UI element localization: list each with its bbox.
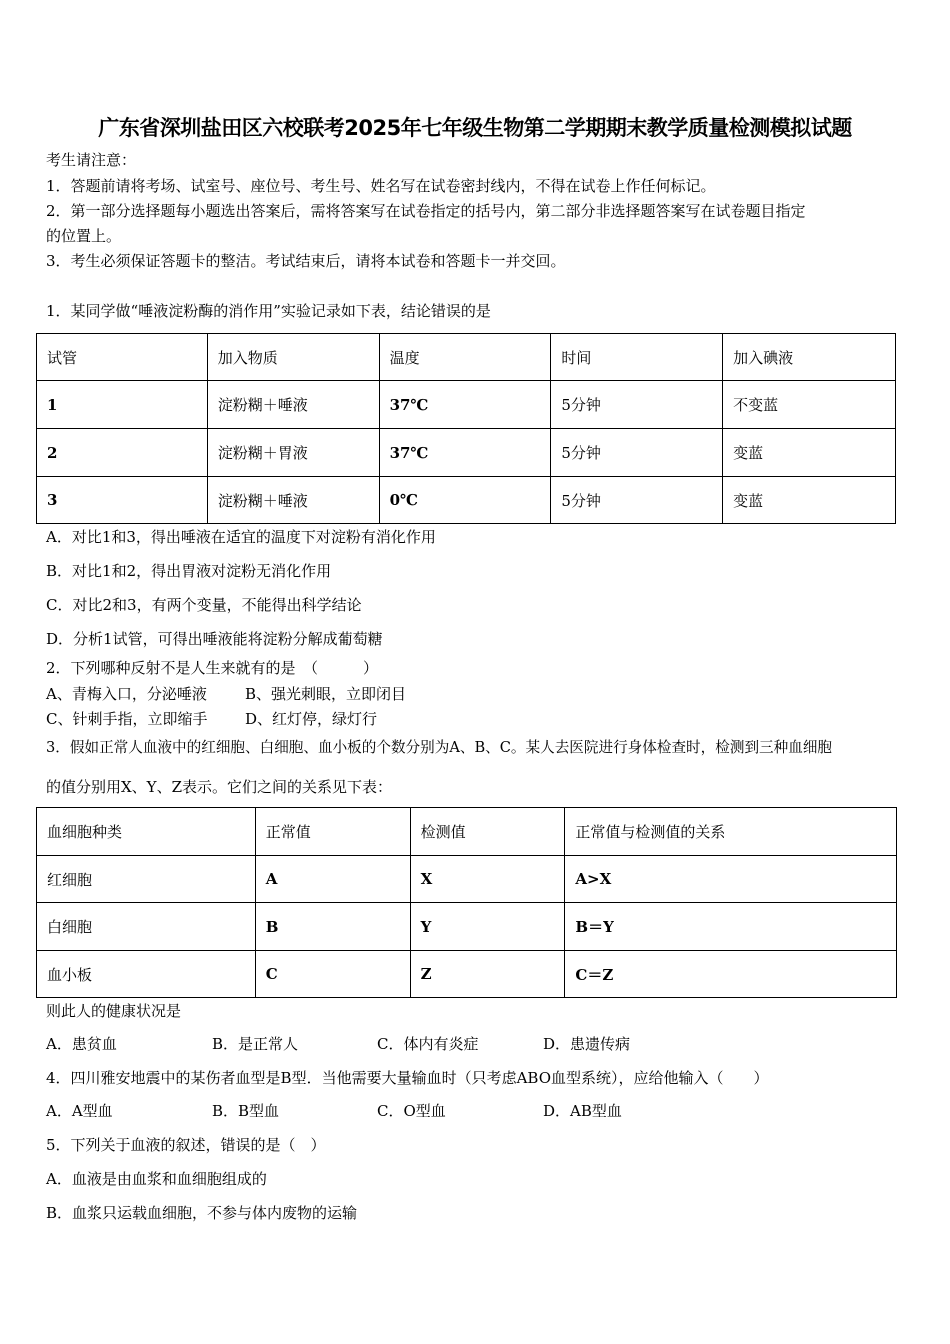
table-row [37, 951, 897, 998]
table-row [37, 856, 897, 903]
table-cell: 淀粉糊＋胃液 [207, 429, 379, 477]
table-cell: 0℃ [379, 477, 551, 524]
table-header: 正常值与检测值的关系 [565, 808, 897, 856]
option: C．O型血 [377, 1102, 446, 1120]
table-row [37, 903, 897, 951]
table-row [37, 381, 896, 429]
question-3-stem: 的值分别用X、Y、Z表示。它们之间的关系见下表： [46, 778, 393, 796]
question-2-stem: 2．下列哪种反射不是人生来就有的是 （ ） [46, 659, 379, 677]
table-cell: C＝Z [565, 951, 897, 998]
question-3-stem: 3．假如正常人血液中的红细胞、白细胞、血小板的个数分别为A、B、C。某人去医院进行身体检查时，检测到三种血细胞 [46, 739, 833, 756]
table-cell: 白细胞 [37, 903, 256, 951]
notice-heading: 考生请注意： [46, 151, 137, 169]
table-cell: Y [410, 903, 565, 951]
table-cell: 37℃ [379, 381, 551, 429]
question-3-table [36, 807, 897, 998]
table-cell: 3 [37, 477, 208, 524]
table-cell: 变蓝 [723, 429, 896, 477]
table-header: 血细胞种类 [37, 808, 256, 856]
option: C、针刺手指，立即缩手 [46, 710, 208, 728]
table-cell: 不变蓝 [723, 381, 896, 429]
option: C．体内有炎症 [377, 1035, 479, 1053]
table-cell: 淀粉糊＋唾液 [207, 381, 379, 429]
table-cell: 5分钟 [551, 477, 723, 524]
notice-item: 2．第一部分选择题每小题选出答案后，需将答案写在试卷指定的括号内，第二部分非选择题答案写在试卷题目指定 [46, 202, 806, 220]
table-cell: 37℃ [379, 429, 551, 477]
table-cell: 5分钟 [551, 429, 723, 477]
question-5-stem: 5．下列关于血液的叙述，错误的是（ ） [46, 1136, 326, 1154]
table-header-row [37, 808, 897, 856]
option: B．B型血 [212, 1102, 280, 1120]
question-3-question: 则此人的健康状况是 [46, 1002, 182, 1020]
question-1-table [36, 333, 896, 524]
table-cell: 5分钟 [551, 381, 723, 429]
notice-item: 1．答题前请将考场、试室号、座位号、考生号、姓名写在试卷密封线内，不得在试卷上作任何标记。 [46, 177, 716, 195]
table-cell: C [255, 951, 410, 998]
table-header: 时间 [551, 334, 723, 381]
option: B．对比1和2，得出胃液对淀粉无消化作用 [46, 562, 332, 580]
table-cell: 变蓝 [723, 477, 896, 524]
table-cell: Z [410, 951, 565, 998]
table-cell: X [410, 856, 565, 903]
option: D．分析1试管，可得出唾液能将淀粉分解成葡萄糖 [46, 630, 383, 648]
notice-item: 的位置上。 [46, 227, 122, 245]
option: D．AB型血 [543, 1102, 622, 1120]
table-cell: 血小板 [37, 951, 256, 998]
table-cell: B [255, 903, 410, 951]
option: A．对比1和3，得出唾液在适宜的温度下对淀粉有消化作用 [46, 528, 436, 546]
question-4-stem: 4．四川雅安地震中的某伤者血型是B型．当他需要大量输血时（只考虑ABO血型系统），应给他输入（ ） [46, 1069, 769, 1087]
option: C．对比2和3，有两个变量，不能得出科学结论 [46, 596, 362, 614]
table-row [37, 429, 896, 477]
table-header: 温度 [379, 334, 551, 381]
table-cell: B＝Y [565, 903, 897, 951]
table-cell: A [255, 856, 410, 903]
option: B．是正常人 [212, 1035, 299, 1053]
table-header: 加入物质 [207, 334, 379, 381]
page-title: 广东省深圳盐田区六校联考2025年七年级生物第二学期期末教学质量检测模拟试题 [98, 116, 852, 140]
table-row [37, 477, 896, 524]
table-cell: 淀粉糊＋唾液 [207, 477, 379, 524]
question-1-stem: 1．某同学做“唾液淀粉酶的消作用”实验记录如下表，结论错误的是 [46, 302, 491, 320]
table-header: 检测值 [410, 808, 565, 856]
table-cell: 1 [37, 381, 208, 429]
option: A．患贫血 [46, 1035, 117, 1053]
option: B．血浆只运载血细胞，不参与体内废物的运输 [46, 1204, 358, 1222]
table-cell: A>X [565, 856, 897, 903]
option: D．患遗传病 [543, 1035, 631, 1053]
table-header: 正常值 [255, 808, 410, 856]
option: D、红灯停，绿灯行 [245, 710, 378, 728]
table-header-row [37, 334, 896, 381]
table-cell: 红细胞 [37, 856, 256, 903]
option: B、强光刺眼，立即闭目 [245, 685, 407, 703]
option: A．A型血 [46, 1102, 113, 1120]
table-cell: 2 [37, 429, 208, 477]
table-header: 试管 [37, 334, 208, 381]
table-header: 加入碘液 [723, 334, 896, 381]
option: A、青梅入口，分泌唾液 [46, 685, 207, 703]
option: A．血液是由血浆和血细胞组成的 [46, 1170, 267, 1188]
notice-item: 3．考生必须保证答题卡的整洁。考试结束后，请将本试卷和答题卡一并交回。 [46, 252, 566, 270]
